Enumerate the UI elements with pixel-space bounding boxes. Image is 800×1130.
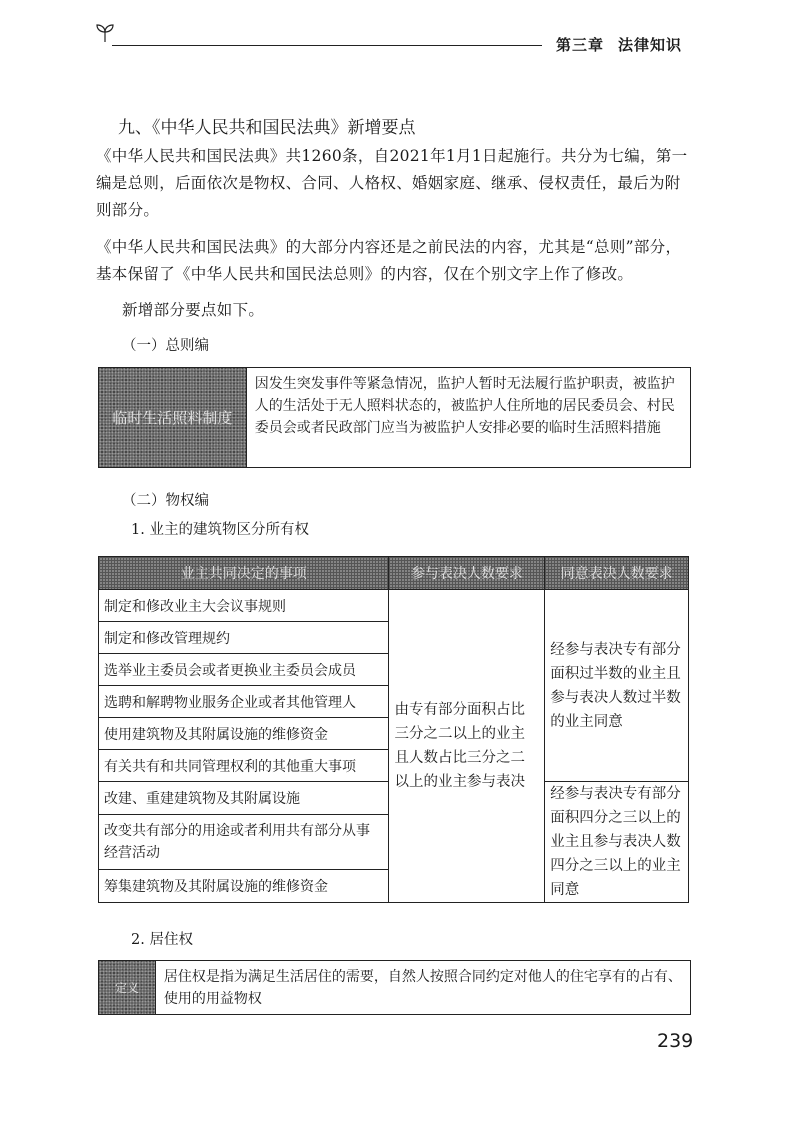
header-rule <box>112 45 542 46</box>
temporary-care-text: 因发生突发事件等紧急情况，监护人暂时无法履行监护职责，被监护人的生活处于无人照料状态的，被监护人住所地的居民委员会、村民委员会或者民政部门应当为被监护人安排必要的临时生活照料措施 <box>254 376 675 436</box>
consent-three-quarters-requirement: 经参与表决专有部分面积四分之三以上的业主且参与表决人数四分之三以上的业主同意 <box>545 782 689 903</box>
header-consent: 同意表决人数要求 <box>545 557 689 590</box>
residence-text: 居住权是指为满足生活居住的需要，自然人按照合同约定对他人的住宅享有的占有、使用的用益物权 <box>163 969 682 1007</box>
paragraph-intro: 《中华人民共和国民法典》共1260条，自2021年1月1日起施行。共分为七编，第一编是总则，后面依次是物权、合同、人格权、婚姻家庭、继承、侵权责任，最后为附则部分。 <box>96 147 688 219</box>
matter-cell: 筹集建筑物及其附属设施的维修资金 <box>99 869 389 902</box>
matter-cell: 改变共有部分的用途或者利用共有部分从事经营活动 <box>99 815 389 870</box>
matter-cell: 制定和修改业主大会议事规则 <box>99 590 389 622</box>
header-matters: 业主共同决定的事项 <box>99 557 389 590</box>
matter-cell: 选聘和解聘物业服务企业或者其他管理人 <box>99 686 389 718</box>
ownership-voting-table <box>98 556 689 903</box>
header-participation: 参与表决人数要求 <box>389 557 545 590</box>
matter-cell: 改建、重建建筑物及其附属设施 <box>99 782 389 815</box>
matter-cell: 制定和修改管理规约 <box>99 622 389 654</box>
residence-right-box <box>98 960 691 1015</box>
running-header <box>0 0 800 60</box>
sprout-icon <box>94 22 116 44</box>
residence-subtitle: 2. 居住权 <box>131 932 193 948</box>
chapter-title: 法律知识 <box>618 36 683 54</box>
page-number: 239 <box>657 1030 694 1052</box>
consent-majority-requirement: 经参与表决专有部分面积过半数的业主且参与表决人数过半数的业主同意 <box>545 590 689 782</box>
header-title <box>556 34 682 55</box>
ownership-subtitle: 1. 业主的建筑物区分所有权 <box>131 522 309 538</box>
matter-cell: 使用建筑物及其附属设施的维修资金 <box>99 718 389 750</box>
subsection-general-title: （一）总则编 <box>122 338 209 354</box>
paragraph-general: 《中华人民共和国民法典》的大部分内容还是之前民法的内容，尤其是“总则”部分，基本保留了《中华人民共和国民法总则》的内容，仅在个别文字上作了修改。 <box>96 238 682 283</box>
table-row <box>99 590 689 622</box>
chapter-label: 第三章 <box>556 36 605 54</box>
matter-cell: 选举业主委员会或者更换业主委员会成员 <box>99 654 389 686</box>
matter-cell: 有关共有和共同管理权利的其他重大事项 <box>99 750 389 782</box>
table-header-row <box>99 557 689 590</box>
section-heading: 九、《中华人民共和国民法典》新增要点 <box>118 118 416 138</box>
participation-requirement: 由专有部分面积占比三分之二以上的业主且人数占比三分之二以上的业主参与表决 <box>389 590 545 903</box>
temporary-care-label: 临时生活照料制度 <box>99 368 247 467</box>
paragraph-new-points: 新增部分要点如下。 <box>122 301 265 319</box>
residence-label: 定义 <box>99 961 156 1014</box>
temporary-care-box <box>98 367 691 468</box>
subsection-property-title: （二）物权编 <box>122 493 209 509</box>
